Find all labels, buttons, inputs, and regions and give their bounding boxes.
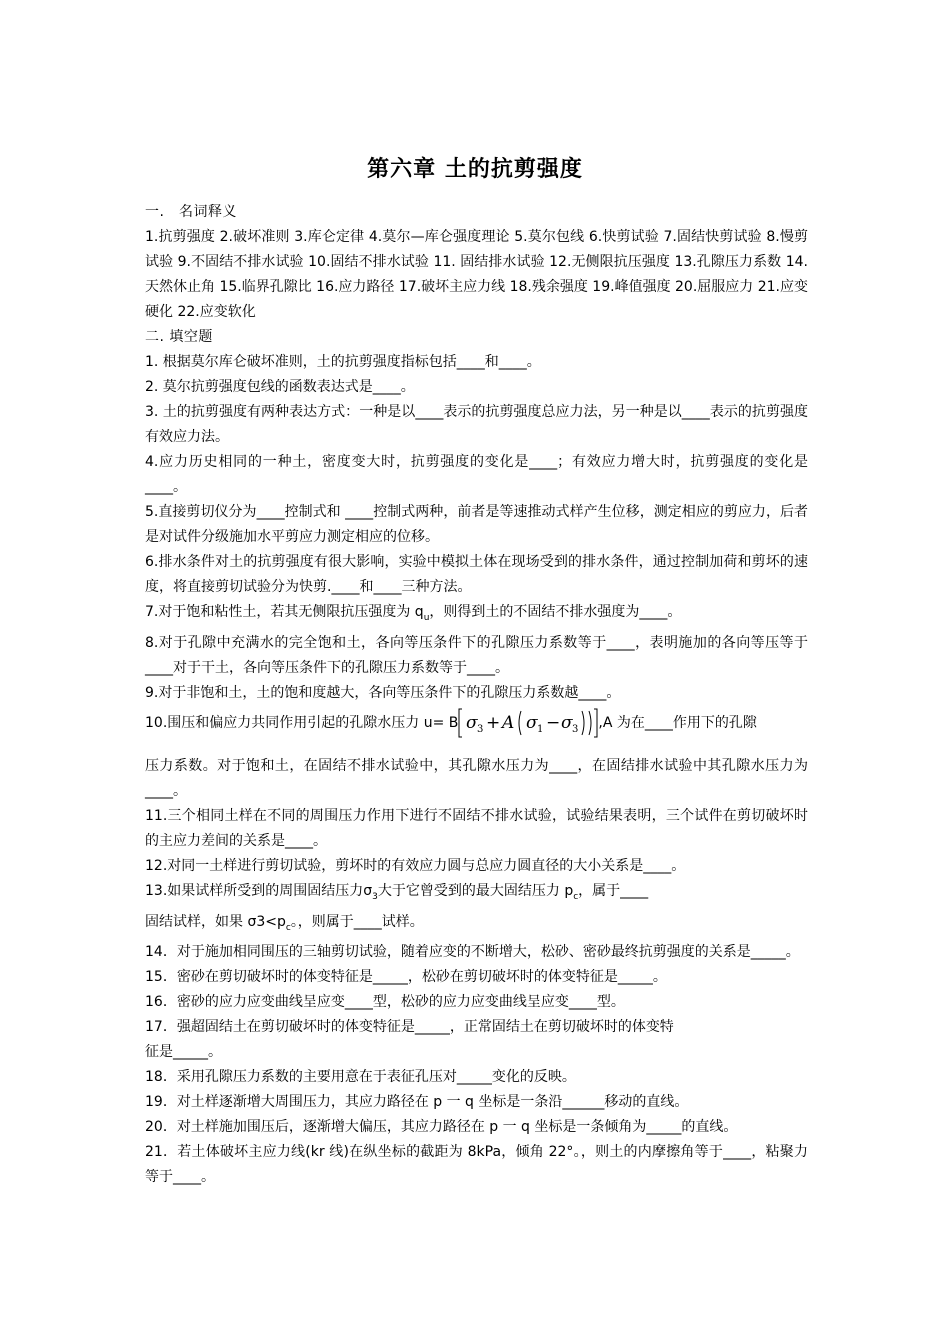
question-7-subscript: u — [423, 612, 430, 623]
question-13-sub-c: c — [573, 891, 579, 902]
question-13-sub-c2: c — [285, 922, 291, 933]
question-13-part-e: 。，则属于____试样。 — [290, 913, 424, 930]
question-13-part-c: ，属于____ — [578, 882, 649, 899]
question-13-part-b: 大于它曾受到的最大固结压力 p — [377, 882, 574, 899]
question-7-part-a: 7.对于饱和粘性土，若其无侧限抗压强度为 q — [145, 604, 424, 620]
formula-minus: − — [546, 712, 561, 733]
question-21: 21．若土体破坏主应力线(kr 线)在纵坐标的截距为 8kPa，倾角 22°。，则土的内摩擦角等于____，粘聚力等于____。 — [145, 1144, 808, 1186]
question-13-part-d: 固结试样，如果 σ3<p — [145, 913, 286, 930]
question-10-part-b: ,A 为在____作用下的孔隙 — [598, 714, 757, 731]
question-10-line-2: 压力系数。对于饱和土，在固结不排水试验中，其孔隙水压力为____，在固结排水试验中其孔隙水压力为____。 — [145, 757, 808, 799]
question-9: 9.对于非饱和土，土的饱和度越大，各向等压条件下的孔隙压力系数越____。 — [145, 684, 621, 701]
page-title: 第六章 土的抗剪强度 — [367, 157, 583, 182]
question-18: 18．采用孔隙压力系数的主要用意在于表征孔压对_____变化的反映。 — [145, 1069, 576, 1086]
spacer — [145, 740, 808, 754]
question-3: 3. 土的抗剪强度有两种表达方式：一种是以____表示的抗剪强度总应力法，另一种是以____表示的抗剪强度有效应力法。 — [145, 404, 808, 445]
section-heading-definitions: 一. 名词释义 — [145, 204, 237, 220]
question-2: 2. 莫尔抗剪强度包线的函数表达式是____。 — [145, 379, 415, 395]
formula-sigma3b: σ — [561, 712, 573, 733]
formula-sigma3: σ — [466, 712, 478, 733]
question-13-sub-3: 3 — [372, 891, 378, 902]
question-16: 16．密砂的应力应变曲线呈应变____型，松砂的应力应变曲线呈应变____型。 — [145, 994, 625, 1011]
question-6: 6.排水条件对土的抗剪强度有很大影响，实验中模拟土体在现场受到的排水条件，通过控制加荷和剪坏的速度，将直接剪切试验分为快剪.____和____三种方法。 — [145, 554, 808, 595]
question-19: 19．对土样逐渐增大周围压力，其应力路径在 p 一 q 坐标是一条沿______移动的直线。 — [145, 1094, 689, 1111]
question-13-line-1 — [145, 879, 808, 910]
question-13-line-2 — [145, 910, 808, 941]
terms-list: 1.抗剪强度 2.破坏准则 3.库仑定律 4.莫尔—库仑强度理论 5.莫尔包线 6.快剪试验 7.固结快剪试验 8.慢剪试验 9.不固结不排水试验 10.固结不排水试验 11. 固结排水试验 12.无侧限抗压强度 13.孔隙压力系数 14.天然休止角 15.临界孔隙比 16.应力路径 17.破坏主应力线 18.残余强度 19.峰值强度 20.屈服应力 21.应变硬化 22.应变软化 — [145, 229, 809, 320]
question-8: 8.对于孔隙中充满水的完全饱和土，各向等压条件下的孔隙压力系数等于____，表明施加的各向等压等于____对于干土，各向等压条件下的孔隙压力系数等于____。 — [145, 634, 808, 676]
formula-A: A — [502, 712, 515, 733]
question-10-line-1 — [145, 706, 808, 740]
question-20: 20．对土样施加围压后，逐渐增大偏压，其应力路径在 p 一 q 坐标是一条倾角为_____的直线。 — [145, 1119, 738, 1136]
question-15: 15．密砂在剪切破坏时的体变特征是_____，松砂在剪切破坏时的体变特征是_____。 — [145, 969, 667, 986]
pore-pressure-formula — [458, 707, 598, 739]
formula-plus: + — [486, 712, 501, 733]
document-body — [145, 200, 808, 1190]
formula-sub3: 3 — [477, 723, 484, 735]
question-17-line-1: 17．强超固结土在剪切破坏时的体变特征是_____，正常固结土在剪切破坏时的体变特 — [145, 1019, 674, 1036]
question-4: 4.应力历史相同的一种土，密度变大时，抗剪强度的变化是____；有效应力增大时，抗剪强度的变化是____。 — [145, 454, 808, 495]
question-5: 5.直接剪切仪分为____控制式和 ____控制式两种，前者是等速推动式样产生位移，测定相应的剪应力，后者是对试件分级施加水平剪应力测定相应的位移。 — [145, 504, 808, 545]
question-14: 14．对于施加相同围压的三轴剪切试验，随着应变的不断增大，松砂、密砂最终抗剪强度的关系是_____。 — [145, 944, 800, 961]
question-7 — [145, 600, 808, 631]
question-11: 11.三个相同土样在不同的周围压力作用下进行不固结不排水试验，试验结果表明，三个试件在剪切破坏时的主应力差间的关系是____。 — [145, 807, 808, 849]
question-13-part-a: 13.如果试样所受到的周围固结压力σ — [145, 882, 373, 899]
formula-sub1: 1 — [537, 723, 544, 735]
formula-sub3b: 3 — [572, 723, 579, 735]
question-7-part-b: ，则得到土的不固结不排水强度为____。 — [429, 604, 682, 620]
question-1: 1. 根据莫尔库仑破坏准则，土的抗剪强度指标包括____和____。 — [145, 354, 541, 370]
question-17-line-2: 征是_____。 — [145, 1044, 222, 1061]
section-heading-fill-in: 二. 填空题 — [145, 329, 213, 345]
question-10-part-a: 10.围压和偏应力共同作用引起的孔隙水压力 u= B — [145, 714, 459, 731]
question-12: 12.对同一土样进行剪切试验，剪坏时的有效应力圆与总应力圆直径的大小关系是____。 — [145, 857, 686, 874]
formula-sigma1: σ — [526, 712, 538, 733]
